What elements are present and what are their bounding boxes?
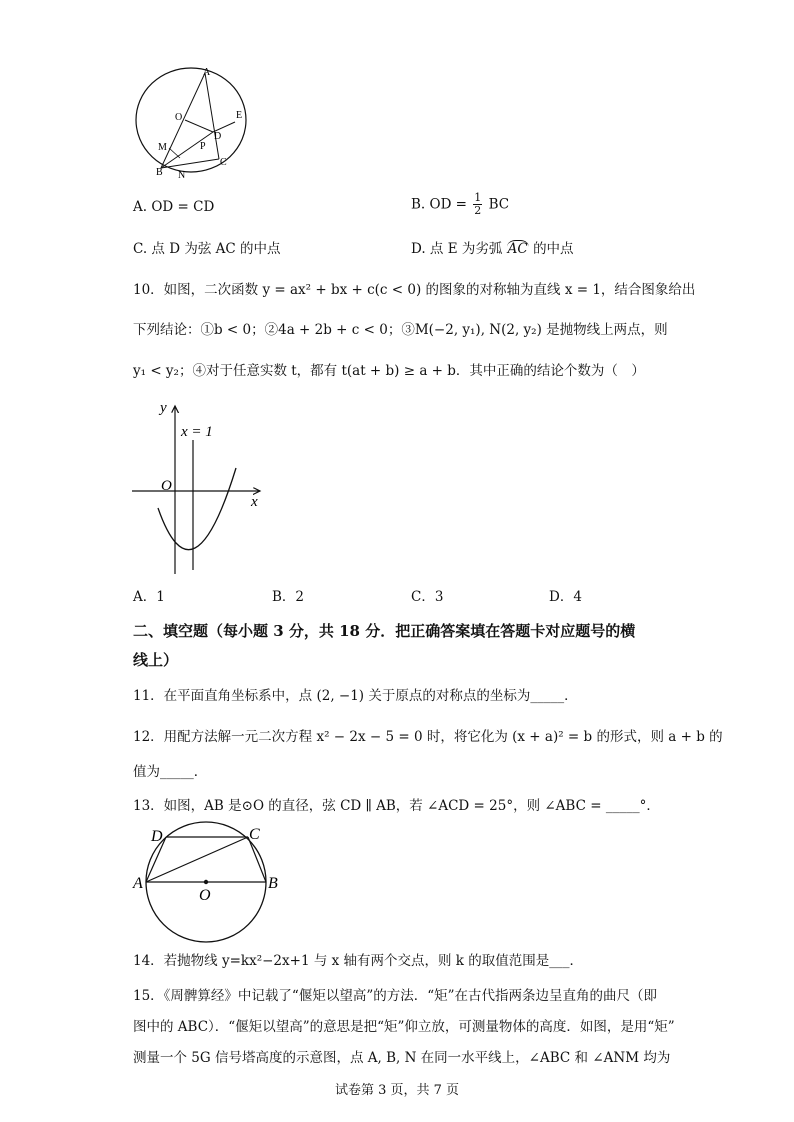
fig10-origin-label: O bbox=[161, 478, 172, 494]
fig13-label-o: O bbox=[199, 887, 211, 904]
fig13-label-c: C bbox=[249, 826, 260, 843]
section-2-heading-line-1: 二、填空题（每小题 3 分，共 18 分．把正确答案填在答题卡对应题号的横 bbox=[133, 622, 636, 640]
q13-figure bbox=[130, 820, 290, 945]
q15-line-2: 图中的 ABC）．“偃矩以望高”的意思是把“矩”仰立放，可测量物体的高度．如图，是用“矩” bbox=[133, 1019, 675, 1035]
q9-option-b-fraction bbox=[473, 192, 482, 217]
fig9-label-m: M bbox=[158, 142, 167, 153]
q11-text: 11．在平面直角坐标系中，点 (2, −1) 关于原点的对称点的坐标为_____． bbox=[133, 688, 578, 704]
q9-option-b-prefix: B. OD = bbox=[411, 196, 467, 213]
q9-option-d-arc: AC bbox=[507, 241, 528, 257]
fig13-label-b: B bbox=[268, 875, 278, 892]
q10-figure bbox=[128, 398, 268, 578]
q9-option-d-suffix: 的中点 bbox=[533, 241, 574, 257]
q15-line-1: 15．《周髀算经》中记载了“偃矩以望高”的方法．“矩”在古代指两条边呈直角的曲尺（即 bbox=[133, 988, 658, 1004]
q10-option-b: B．2 bbox=[272, 589, 305, 605]
q10-line-3: y₁ < y₂；④对于任意实数 t，都有 t(at + b) ≥ a + b．其中正确的结论个数为（ ） bbox=[133, 363, 645, 379]
fig9-label-e: E bbox=[236, 110, 243, 121]
q10-option-c: C．3 bbox=[411, 589, 444, 605]
fig9-label-p: P bbox=[200, 141, 206, 152]
q10-option-d: D．4 bbox=[549, 589, 582, 605]
q12-line-2: 值为_____． bbox=[133, 764, 208, 780]
q9-option-a: A. OD = CD bbox=[133, 199, 215, 215]
section-2-heading-line-2: 线上） bbox=[133, 651, 179, 669]
fig9-label-n: N bbox=[178, 170, 186, 181]
q9-option-b-numerator: 1 bbox=[474, 191, 482, 204]
q12-line-1: 12．用配方法解一元二次方程 x² − 2x − 5 = 0 时，将它化为 (x + a)² = b 的形式，则 a + b 的 bbox=[133, 729, 723, 745]
q9-option-d bbox=[411, 240, 574, 258]
fig9-label-a: A bbox=[203, 67, 211, 78]
page-footer: 试卷第 3 页，共 7 页 bbox=[334, 1083, 460, 1098]
q10-option-a: A．1 bbox=[133, 589, 165, 605]
fig10-y-label: y bbox=[160, 400, 167, 416]
q9-option-b-denominator: 2 bbox=[474, 204, 482, 217]
fig13-label-d: D bbox=[151, 828, 163, 845]
fig9-label-o: O bbox=[175, 112, 183, 123]
q9-option-b-suffix: BC bbox=[488, 196, 510, 213]
q9-figure bbox=[125, 62, 260, 187]
q10-line-1: 10．如图，二次函数 y = ax² + bx + c(c < 0) 的图象的对称轴为直线 x = 1，结合图象给出 bbox=[133, 282, 696, 298]
q14-text: 14．若抛物线 y=kx²−2x+1 与 x 轴有两个交点，则 k 的取值范围是___． bbox=[133, 953, 584, 969]
q9-option-d-prefix: D. 点 E 为劣弧 bbox=[411, 241, 503, 257]
q9-option-b bbox=[411, 192, 509, 217]
fig9-label-c: C bbox=[220, 157, 227, 168]
fig9-label-b: B bbox=[156, 167, 163, 178]
fig13-label-a: A bbox=[133, 875, 143, 892]
q15-line-3: 测量一个 5G 信号塔高度的示意图，点 A, B, N 在同一水平线上，∠ABC 和 ∠ANM 均为 bbox=[133, 1050, 671, 1066]
q9-option-c: C. 点 D 为弦 AC 的中点 bbox=[133, 241, 281, 257]
fig9-label-d: D bbox=[214, 131, 222, 142]
fig10-axis-label: x = 1 bbox=[181, 424, 213, 440]
fig10-x-label: x bbox=[251, 494, 258, 510]
q10-line-2: 下列结论：①b < 0；②4a + 2b + c < 0；③M(−2, y₁), N(2, y₂) 是抛物线上两点，则 bbox=[133, 322, 668, 338]
q13-text: 13．如图，AB 是⊙O 的直径，弦 CD ∥ AB，若 ∠ACD = 25°，则 ∠ABC = _____°． bbox=[133, 798, 660, 814]
